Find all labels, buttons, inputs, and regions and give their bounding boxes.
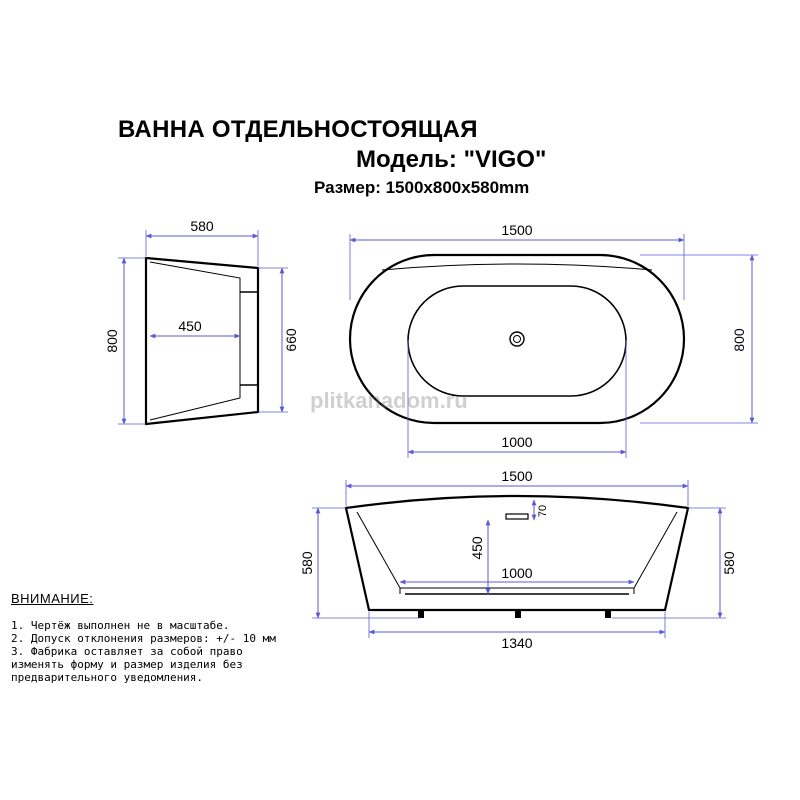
dim-front-drain: 70: [537, 504, 549, 518]
dim-front-length: 1500: [501, 468, 533, 484]
dim-front-base: 1340: [501, 635, 533, 651]
front-view: [299, 468, 737, 651]
diagram-title: ВАННА ОТДЕЛЬНОСТОЯЩАЯ: [118, 116, 478, 143]
drain-icon: [510, 332, 524, 346]
dim-top-inner-length: 1000: [501, 434, 533, 450]
dim-side-height: 800: [104, 329, 120, 353]
note-line: изменять форму и размер изделия без: [11, 658, 243, 671]
dim-front-inner-length: 1000: [501, 565, 533, 581]
dim-top-length: 1500: [501, 222, 533, 238]
dim-side-right-height: 660: [283, 328, 299, 352]
notes-title: ВНИМАНИЕ:: [11, 591, 94, 606]
model-name: Модель: "VIGO": [356, 146, 547, 173]
side-view: [104, 218, 299, 424]
dim-front-inner-depth: 450: [469, 536, 485, 560]
dim-side-width: 580: [190, 218, 214, 234]
dim-front-height-right: 580: [721, 551, 737, 575]
leg-icons: [418, 610, 611, 618]
dim-side-inner: 450: [178, 318, 202, 334]
overflow-icon: [506, 514, 528, 519]
note-line: предварительного уведомления.: [11, 671, 204, 684]
watermark: plitkanadom.ru: [310, 388, 468, 413]
note-line: 1. Чертёж выполнен не в масштабе.: [11, 619, 230, 632]
top-view: [350, 222, 758, 458]
note-line: 3. Фабрика оставляет за собой право: [11, 645, 243, 658]
size-spec: Размер: 1500x800x580mm: [314, 178, 530, 197]
dim-top-width: 800: [731, 328, 747, 352]
dim-front-height-left: 580: [299, 551, 315, 575]
note-line: 2. Допуск отклонения размеров: +/- 10 мм: [11, 632, 276, 645]
